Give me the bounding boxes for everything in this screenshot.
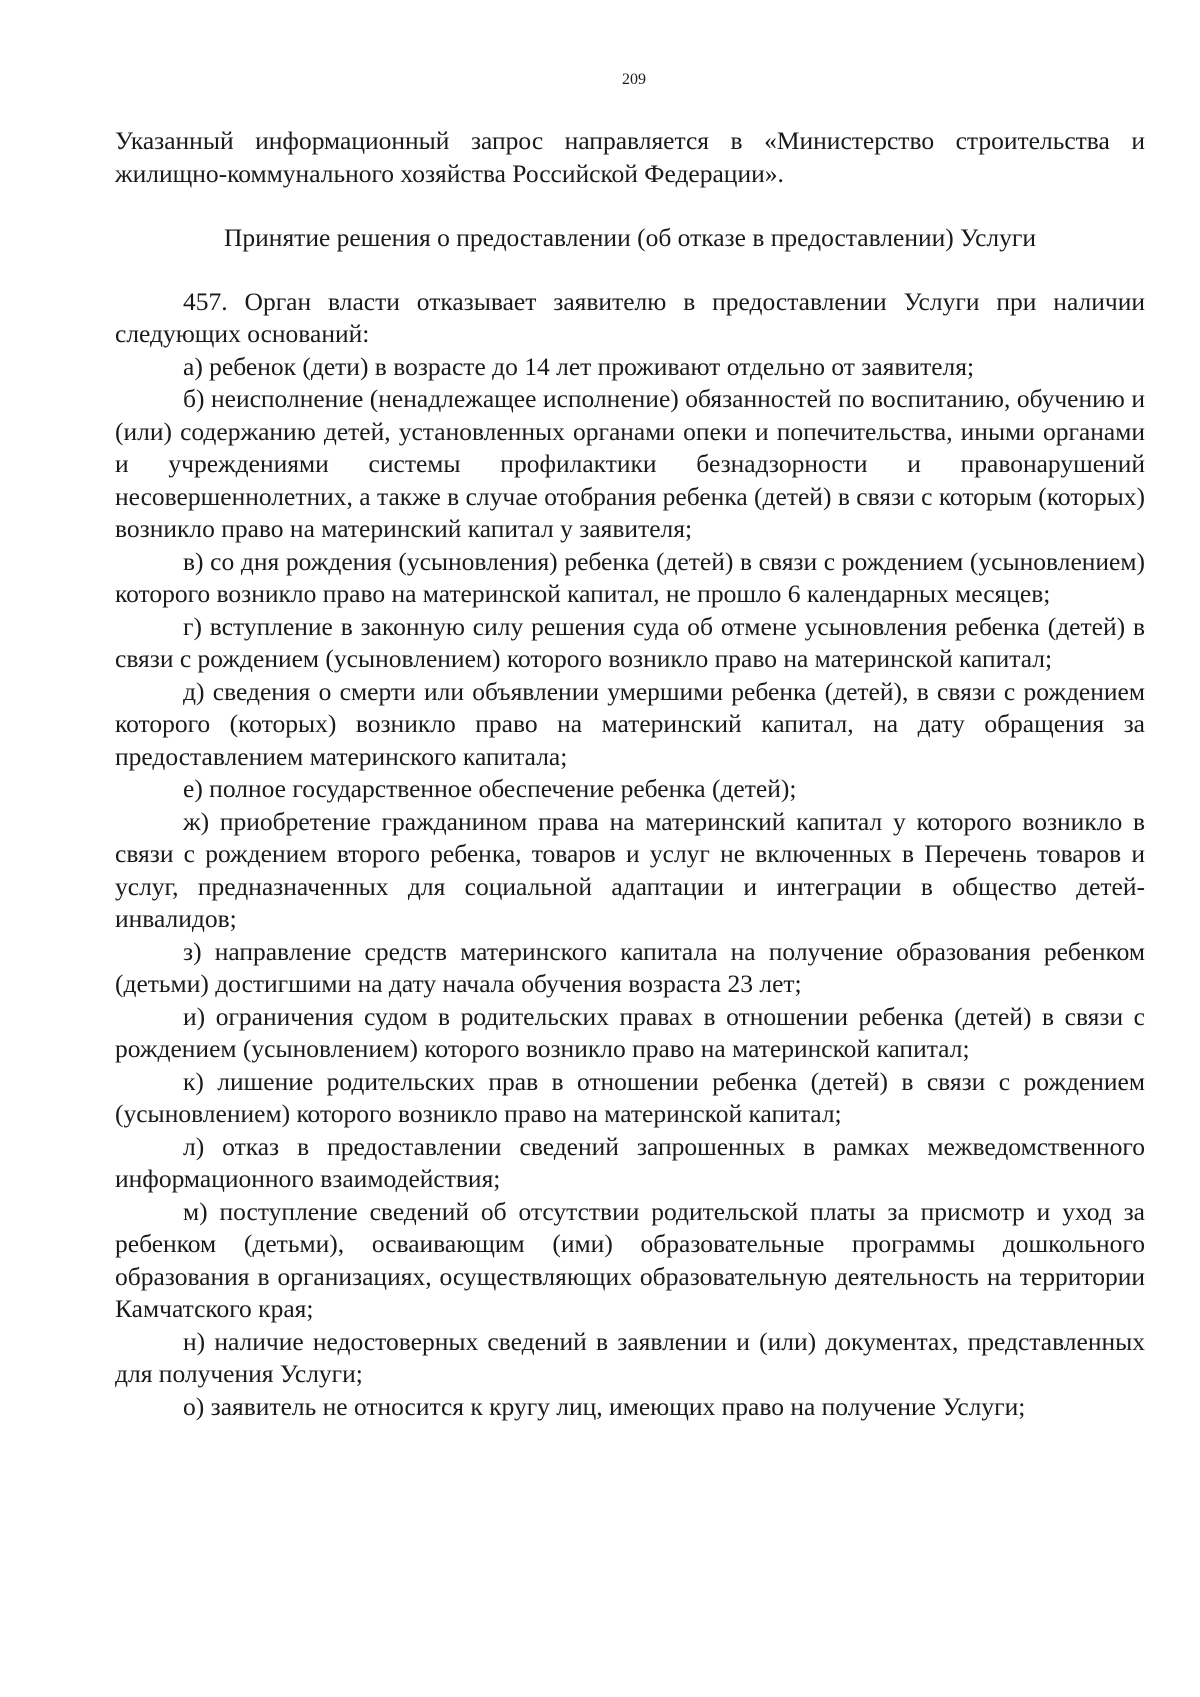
intro-paragraph: Указанный информационный запрос направляется в «Министерство строительства и жилищно-коммунального хозяйства Российской Федерации». — [115, 126, 1145, 188]
list-item-zh: ж) приобретение гражданином права на материнский капитал у которого возникло в связи с рождением второго ребенка, товаров и услуг не включенных в Перечень товаров и услуг, предназначенных для социальной адаптации и интеграции в общество детей-инвалидов; — [115, 806, 1145, 933]
list-item-m: м) поступление сведений об отсутствии родительской платы за присмотр и уход за ребенком (детьми), осваивающим (ими) образовательные программы дошкольного образования в организациях, осуществляющих образовательную деятельность на территории Камчатского края; — [115, 1196, 1145, 1323]
list-item-l: л) отказ в предоставлении сведений запрошенных в рамках межведомственного информационного взаимодействия; — [115, 1131, 1145, 1193]
list-item-b: б) неисполнение (ненадлежащее исполнение) обязанностей по воспитанию, обучению и (или) содержанию детей, установленных органами опеки и попечительства, иными органами и учреждениями системы профилактики безнадзорности и правонарушений несовершеннолетних, а также в случае отобрания ребенка (детей) в связи с которым (которых) возникло право на материнский капитал у заявителя; — [115, 384, 1145, 543]
document-body — [115, 125, 1145, 1423]
list-item-e: е) полное государственное обеспечение ребенка (детей); — [183, 774, 797, 803]
list-item-z: з) направление средств материнского капитала на получение образования ребенком (детьми) достигшими на дату начала обучения возраста 23 лет; — [115, 936, 1145, 998]
list-item-k: к) лишение родительских прав в отношении ребенка (детей) в связи с рождением (усыновлением) которого возникло право на материнской капитал; — [115, 1066, 1145, 1128]
list-item-i: и) ограничения судом в родительских правах в отношении ребенка (детей) в связи с рождением (усыновлением) которого возникло право на материнской капитал; — [115, 1001, 1145, 1063]
section-heading: Принятие решения о предоставлении (об отказе в предоставлении) Услуги — [223, 223, 1037, 252]
page-number: 209 — [622, 71, 646, 88]
main-paragraph: 457. Орган власти отказывает заявителю в предоставлении Услуги при наличии следующих оснований: — [115, 286, 1145, 348]
list-item-n: н) наличие недостоверных сведений в заявлении и (или) документах, представленных для получения Услуги; — [115, 1326, 1145, 1388]
list-item-a: а) ребенок (дети) в возрасте до 14 лет проживают отдельно от заявителя; — [183, 351, 975, 381]
list-item-v: в) со дня рождения (усыновления) ребенка (детей) в связи с рождением (усыновлением) которого возникло право на материнской капитал, не прошло 6 календарных месяцев; — [115, 546, 1145, 608]
list-item-g: г) вступление в законную силу решения суда об отмене усыновления ребенка (детей) в связи с рождением (усыновлением) которого возникло право на материнской капитал; — [115, 611, 1145, 673]
list-item-o: о) заявитель не относится к кругу лиц, имеющих право на получение Услуги; — [183, 1391, 1026, 1421]
list-item-d: д) сведения о смерти или объявлении умершими ребенка (детей), в связи с рождением которого (которых) возникло право на материнский капитал, на дату обращения за предоставлением материнского капитала; — [115, 676, 1145, 771]
